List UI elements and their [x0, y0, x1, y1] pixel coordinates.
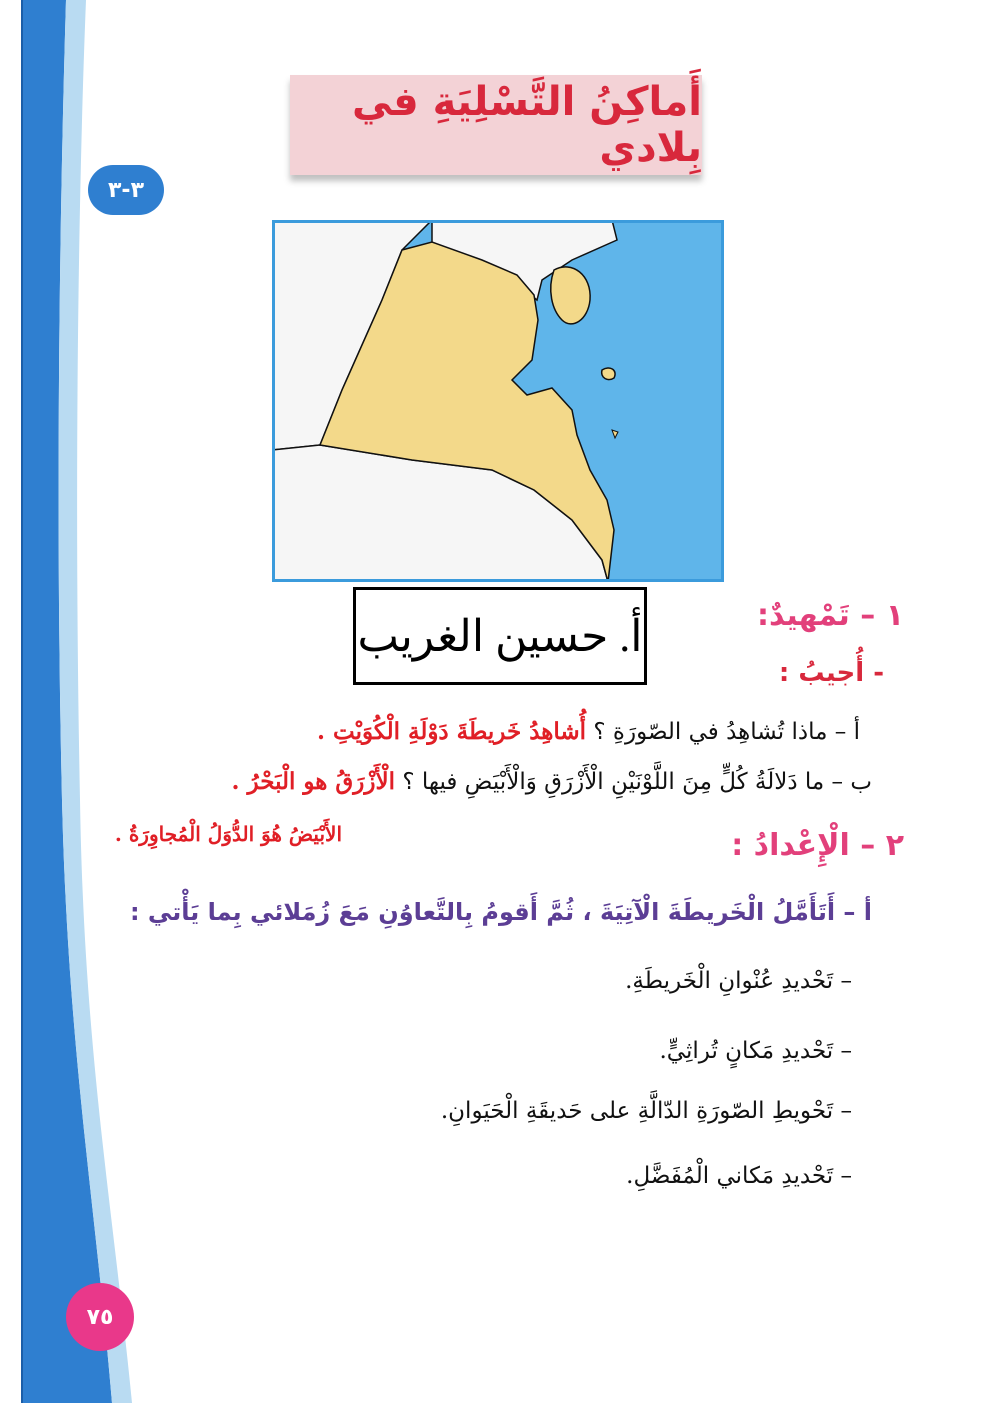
bullet-item-2: – تَحْديدِ مَكانٍ تُراثِيٍّ. — [659, 1038, 852, 1064]
question-b-answer-2: الأَبْيَضُ هُوَ الدُّوَلُ الْمُجاوِرَةُ . — [114, 822, 342, 846]
question-b-text: ب – ما دَلالَةُ كُلٍّ مِنَ اللَّوْنَيْنِ الْأَزْرَقِ وَالْأَبْيَضِ فيها ؟ — [402, 769, 872, 795]
title-banner — [290, 75, 702, 175]
question-b — [232, 768, 872, 795]
author-name-box — [353, 587, 647, 685]
lesson-number: ٣-٣ — [107, 177, 144, 203]
bullet-item-1: – تَحْديدِ عُنْوانِ الْخَريطَةِ. — [625, 968, 852, 994]
bullet-item-4: – تَحْديدِ مَكاني الْمُفَضَّلِ. — [626, 1163, 852, 1189]
section-2-instruction: أ – أَتَأَمَّلُ الْخَريطَةَ الْآتِيَةَ ، ثُمَّ أَقومُ بِالتَّعاوُنِ مَعَ زُمَلائي بِما يَأْتي : — [129, 898, 872, 926]
bullet-item-3: – تَحْويطِ الصّورَةِ الدّالَّةِ على حَديقَةِ الْحَيَوانِ. — [440, 1098, 852, 1124]
question-a-text: أ – ماذا تُشاهِدُ في الصّورَةِ ؟ — [593, 719, 860, 745]
page-title: أَماكِنُ التَّسْلِيَةِ في بِلادي — [352, 79, 702, 171]
section-1-subheading: - أُجيبُ : — [778, 658, 884, 688]
author-name: أ. حسين الغريب — [357, 611, 643, 661]
page-number: ٧٥ — [86, 1304, 114, 1330]
map-failaka-island — [602, 368, 615, 380]
section-2-heading: ٢ – الْإِعْدادُ : — [731, 828, 904, 863]
question-a — [317, 718, 860, 745]
page-number-badge — [66, 1283, 134, 1351]
section-1-heading: ١ – تَمْهيدٌ: — [757, 598, 904, 633]
lesson-number-badge — [88, 165, 164, 215]
question-a-answer: أُشاهِدُ خَريطَةَ دَوْلَةِ الْكُوَيْتِ . — [317, 718, 587, 745]
question-b-answer: الْأَزْرَقُ هو الْبَحْرُ . — [231, 768, 395, 795]
kuwait-map — [272, 220, 724, 582]
